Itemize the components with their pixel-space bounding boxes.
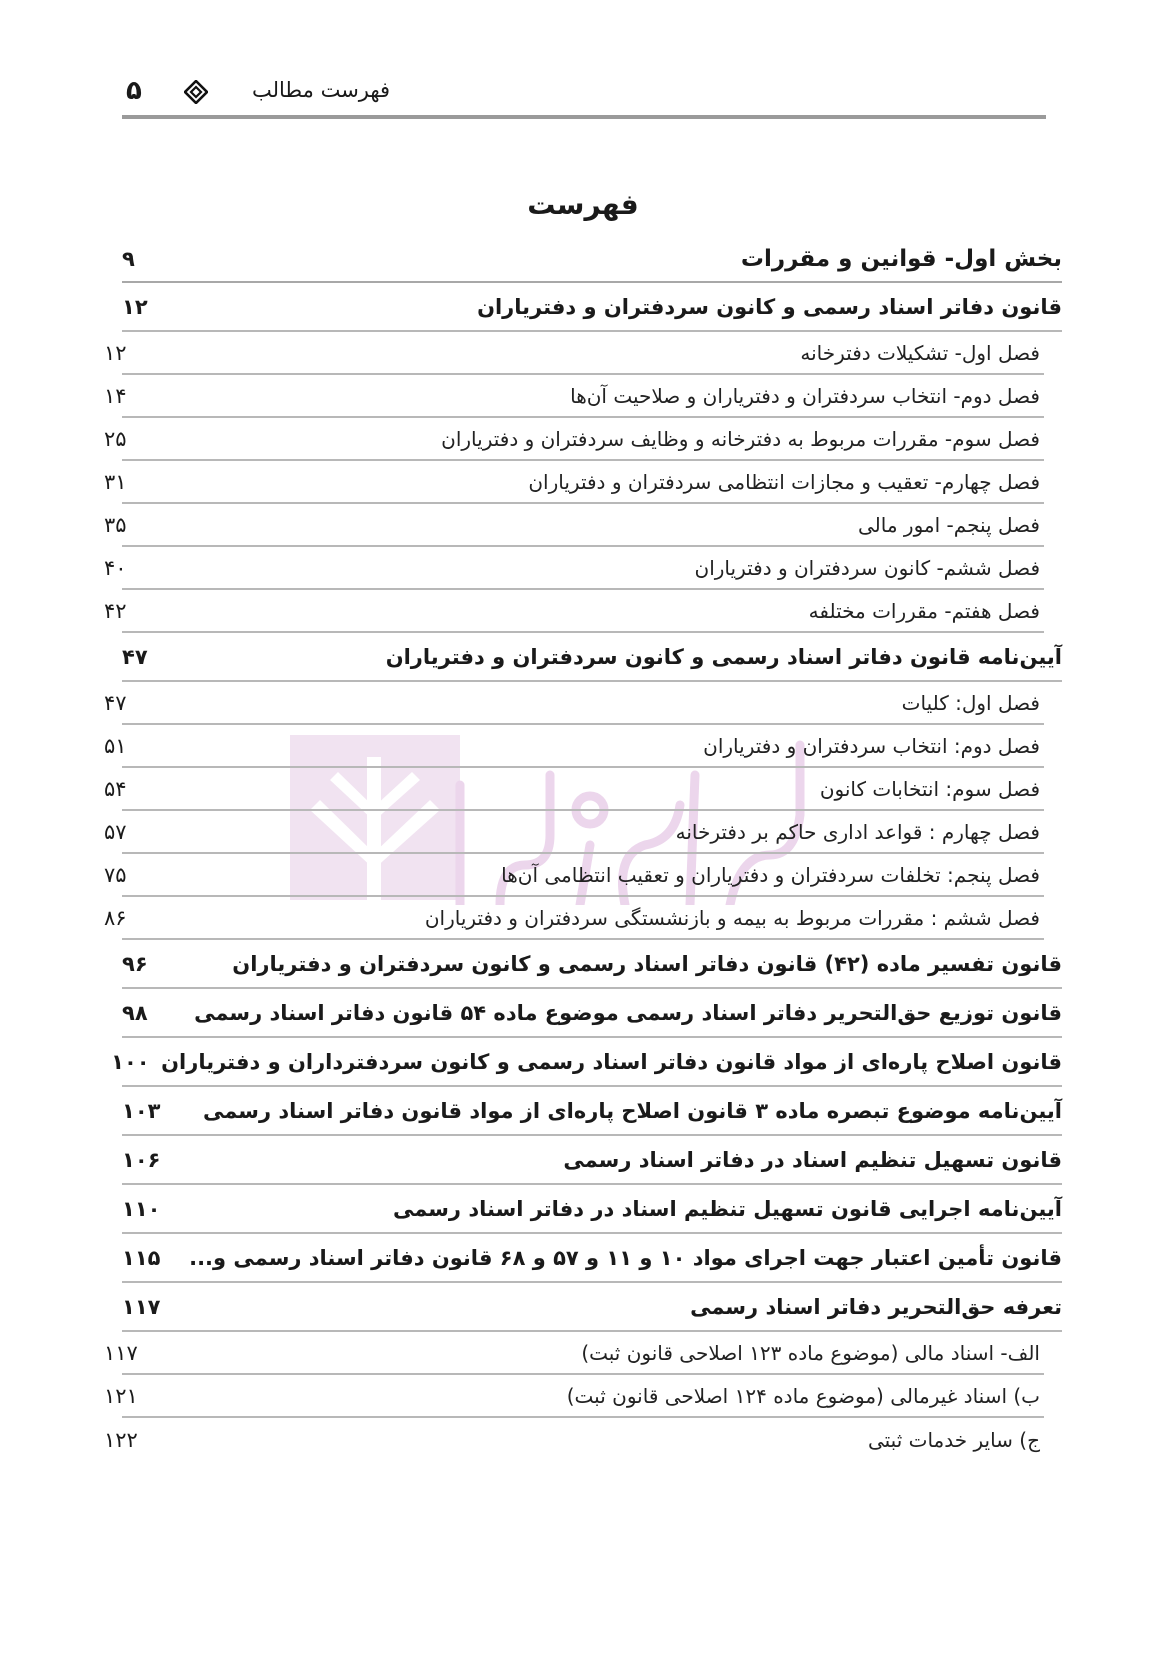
toc-entry-title: ج) سایر خدمات ثبتی: [867, 1427, 1040, 1452]
toc-entry-page-number: ۳۵: [104, 512, 127, 537]
toc-entry-title: قانون تسهیل تنظیم اسناد در دفاتر اسناد رسمی: [563, 1147, 1062, 1172]
page-number: ۵: [126, 76, 142, 106]
toc-entry-page-number: ۱۱۰: [122, 1196, 161, 1221]
toc-entry-title: قانون توزیع حق‌التحریر دفاتر اسناد رسمی موضوع ماده ۵۴ قانون دفاتر اسناد رسمی: [194, 1000, 1062, 1025]
toc-entry-title: قانون اصلاح پاره‌ای از مواد قانون دفاتر اسناد رسمی و کانون سردفترداران و دفتریاران: [161, 1049, 1062, 1074]
toc-entry-page-number: ۴۷: [122, 644, 148, 669]
toc-entry-title: فصل چهارم- تعقیب و مجازات انتظامی سردفتران و دفتریاران: [528, 469, 1040, 494]
toc-entry-main[interactable]: [122, 1283, 1062, 1332]
toc-entry-page-number: ۱۴: [104, 383, 127, 408]
toc-entry-sub[interactable]: [104, 1418, 1044, 1461]
toc-entry-sub[interactable]: [104, 1375, 1044, 1418]
toc-entry-title: فصل اول- تشکیلات دفترخانه: [800, 340, 1040, 365]
toc-entry-page-number: ۹۶: [122, 951, 148, 976]
toc-entry-title: فصل سوم: انتخابات کانون: [819, 776, 1040, 801]
toc-entry-page-number: ۵۱: [104, 733, 127, 758]
toc-entry-main[interactable]: [122, 1136, 1062, 1185]
toc-entry-page-number: ۱۱۷: [122, 1294, 161, 1319]
toc-entry-page-number: ۹۸: [122, 1000, 148, 1025]
toc-entry-main[interactable]: [111, 1038, 1062, 1087]
toc-entry-sub[interactable]: [104, 1332, 1044, 1375]
header-rule: [122, 115, 1046, 119]
toc-entry-sub[interactable]: [104, 682, 1044, 725]
toc-entry-title: الف- اسناد مالی (موضوع ماده ۱۲۳ اصلاحی قانون ثبت): [581, 1340, 1040, 1365]
toc-entry-sub[interactable]: [104, 725, 1044, 768]
toc-entry-sub[interactable]: [104, 547, 1044, 590]
toc-entry-main[interactable]: [122, 989, 1062, 1038]
toc-entry-title: فصل دوم- انتخاب سردفتران و دفتریاران و صلاحیت آن‌ها: [570, 383, 1040, 408]
toc-entry-title: قانون دفاتر اسناد رسمی و کانون سردفتران و دفتریاران: [477, 294, 1062, 319]
table-of-contents: [104, 236, 1062, 1461]
toc-entry-page-number: ۳۱: [104, 469, 127, 494]
toc-entry-sub[interactable]: [104, 375, 1044, 418]
toc-entry-title: فصل دوم: انتخاب سردفتران و دفتریاران: [703, 733, 1040, 758]
toc-entry-main[interactable]: [122, 940, 1062, 989]
toc-entry-page-number: ۱۲۱: [104, 1383, 138, 1408]
toc-entry-page-number: ۵۷: [104, 819, 127, 844]
toc-entry-title: آیین‌نامه اجرایی قانون تسهیل تنظیم اسناد در دفاتر اسناد رسمی: [392, 1196, 1062, 1221]
toc-entry-page-number: ۱۲: [104, 340, 127, 365]
toc-entry-sub[interactable]: [104, 461, 1044, 504]
running-header: [122, 72, 1062, 112]
toc-entry-main[interactable]: [122, 1087, 1062, 1136]
toc-title: فهرست: [527, 188, 639, 221]
toc-entry-main[interactable]: [122, 1185, 1062, 1234]
toc-entry-page-number: ۸۶: [104, 905, 127, 930]
toc-entry-title: قانون تأمین اعتبار جهت اجرای مواد ۱۰ و ۱۱ و ۵۷ و ۶۸ قانون دفاتر اسناد رسمی و...: [189, 1245, 1062, 1270]
toc-entry-title: بخش اول- قوانین و مقررات: [740, 245, 1062, 272]
toc-entry-title: فصل پنجم: تخلفات سردفتران و دفتریاران و تعقیب انتظامی آن‌ها: [501, 862, 1040, 887]
toc-entry-page-number: ۱۲۲: [104, 1427, 138, 1452]
toc-entry-main[interactable]: [122, 633, 1062, 682]
toc-entry-main[interactable]: [122, 1234, 1062, 1283]
toc-entry-title: ب) اسناد غیرمالی (موضوع ماده ۱۲۴ اصلاحی قانون ثبت): [566, 1383, 1040, 1408]
toc-entry-sub[interactable]: [104, 768, 1044, 811]
toc-entry-page-number: ۵۴: [104, 776, 127, 801]
toc-entry-title: فصل سوم- مقررات مربوط به دفترخانه و وظایف سردفتران و دفتریاران: [441, 426, 1040, 451]
toc-entry-title: فصل ششم- کانون سردفتران و دفتریاران: [694, 555, 1040, 580]
toc-entry-title: آیین‌نامه موضوع تبصره ماده ۳ قانون اصلاح پاره‌ای از مواد قانون دفاتر اسناد رسمی: [202, 1098, 1062, 1123]
toc-entry-page-number: ۱۰۳: [122, 1098, 161, 1123]
toc-entry-title: فصل هفتم- مقررات مختلفه: [808, 598, 1040, 623]
toc-entry-part[interactable]: [122, 236, 1062, 283]
toc-entry-page-number: ۴۰: [104, 555, 127, 580]
toc-entry-sub[interactable]: [104, 332, 1044, 375]
toc-entry-title: فصل پنجم- امور مالی: [858, 512, 1040, 537]
toc-entry-title: فصل اول: کلیات: [901, 690, 1040, 715]
toc-entry-page-number: ۱۱۷: [104, 1340, 138, 1365]
running-title: فهرست مطالب: [252, 78, 391, 102]
toc-entry-page-number: ۴۷: [104, 690, 127, 715]
toc-entry-page-number: ۴۲: [104, 598, 127, 623]
toc-entry-page-number: ۱۲: [122, 294, 148, 319]
toc-entry-title: فصل چهارم : قواعد اداری حاکم بر دفترخانه: [675, 819, 1040, 844]
toc-entry-sub[interactable]: [104, 854, 1044, 897]
toc-entry-page-number: ۹: [122, 246, 135, 271]
toc-entry-title: تعرفه حق‌التحریر دفاتر اسناد رسمی: [690, 1294, 1062, 1319]
toc-entry-title: فصل ششم : مقررات مربوط به بیمه و بازنشستگی سردفتران و دفتریاران: [424, 905, 1040, 930]
toc-entry-title: آیین‌نامه قانون دفاتر اسناد رسمی و کانون سردفتران و دفتریاران: [385, 644, 1062, 669]
toc-entry-page-number: ۲۵: [104, 426, 127, 451]
toc-entry-page-number: ۷۵: [104, 862, 127, 887]
diamond-ornament-icon: [184, 80, 208, 104]
toc-entry-sub[interactable]: [104, 590, 1044, 633]
toc-entry-sub[interactable]: [104, 811, 1044, 854]
toc-entry-sub[interactable]: [104, 418, 1044, 461]
toc-entry-title: قانون تفسیر ماده (۴۲) قانون دفاتر اسناد رسمی و کانون سردفتران و دفتریاران: [232, 951, 1062, 976]
toc-entry-page-number: ۱۰۶: [122, 1147, 161, 1172]
toc-entry-page-number: ۱۰۰: [111, 1049, 150, 1074]
toc-entry-sub[interactable]: [104, 504, 1044, 547]
toc-entry-page-number: ۱۱۵: [122, 1245, 161, 1270]
toc-entry-main[interactable]: [122, 283, 1062, 332]
toc-entry-sub[interactable]: [104, 897, 1044, 940]
